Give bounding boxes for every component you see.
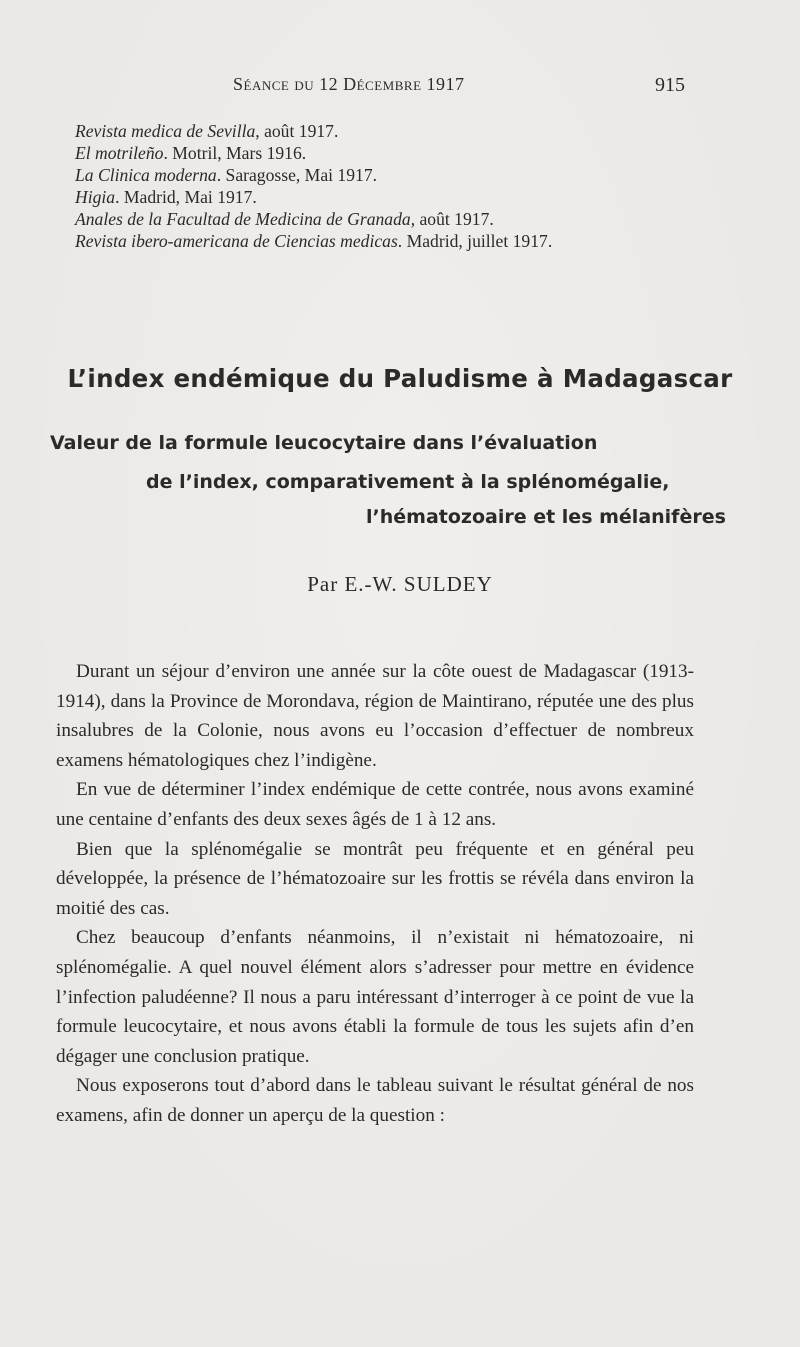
reference-details: . Madrid, juillet 1917. [397,231,553,251]
reference-item [75,120,755,142]
reference-details: , août 1917. [255,121,339,141]
reference-item [75,208,755,230]
article-subtitle-line: de l’index, comparativement à la splénomégalie, [146,471,670,493]
reference-item [75,164,755,186]
reference-journal: La Clinica moderna [75,165,217,185]
body-paragraph: Chez beaucoup d’enfants néanmoins, il n’existait ni hématozoaire, ni splénomégalie. A quel nouvel élément alors s’adresser pour mettre en évidence l’infection paludéenne? Il nous a paru intéressant d’interroger à ce point de vue la formule leucocytaire, et nous avons établi la formule de tous les sujets afin d’en dégager une conclusion pratique. [56,927,694,1067]
reference-journal: Revista medica de Sevilla [75,121,256,141]
article-title: L’index endémique du Paludisme à Madagascar [67,364,733,393]
running-head [0,74,800,104]
reference-item [75,230,755,252]
article-subtitle-line: Valeur de la formule leucocytaire dans l’évaluation [50,432,598,454]
author-byline: Par E.-W. SULDEY [307,572,493,596]
reference-item [75,186,755,208]
reference-journal: Revista ibero-americana de Ciencias medicas [75,231,398,251]
reference-details: . Motril, Mars 1916. [163,143,307,163]
reference-journal: Anales de la Facultad de Medicina de Granada [75,209,411,229]
reference-details: , août 1917. [410,209,494,229]
page-number: 915 [655,74,685,96]
reference-journal: Higia [75,187,116,207]
body-paragraph: Bien que la splénomégalie se montrât peu fréquente et en général peu développée, la présence de l’hématozoaire sur les frottis se révéla dans environ la moitié des cas. [56,838,694,919]
reference-journal: El motrileño [75,143,164,163]
article-body [56,657,694,1131]
body-paragraph: Durant un séjour d’environ une année sur la côte ouest de Madagascar (1913-1914), dans la Province de Morondava, région de Maintirano, réputée une des plus insalubres de la Colonie, nous avons eu l’occasion d’effectuer de nombreux examens hématologiques chez l’indigène. [56,661,694,771]
reference-details: . Saragosse, Mai 1917. [216,165,378,185]
article-subtitle-line: l’hématozoaire et les mélanifères [366,506,726,528]
body-paragraph: Nous exposerons tout d’abord dans le tableau suivant le résultat général de nos examens, afin de donner un aperçu de la question : [56,1075,694,1126]
reference-list [75,120,755,252]
reference-item [75,142,755,164]
body-paragraph: En vue de déterminer l’index endémique de cette contrée, nous avons examiné une centaine d’enfants des deux sexes âgés de 1 à 12 ans. [56,779,694,830]
running-title: Séance du 12 Décembre 1917 [233,74,465,94]
reference-details: . Madrid, Mai 1917. [115,187,257,207]
